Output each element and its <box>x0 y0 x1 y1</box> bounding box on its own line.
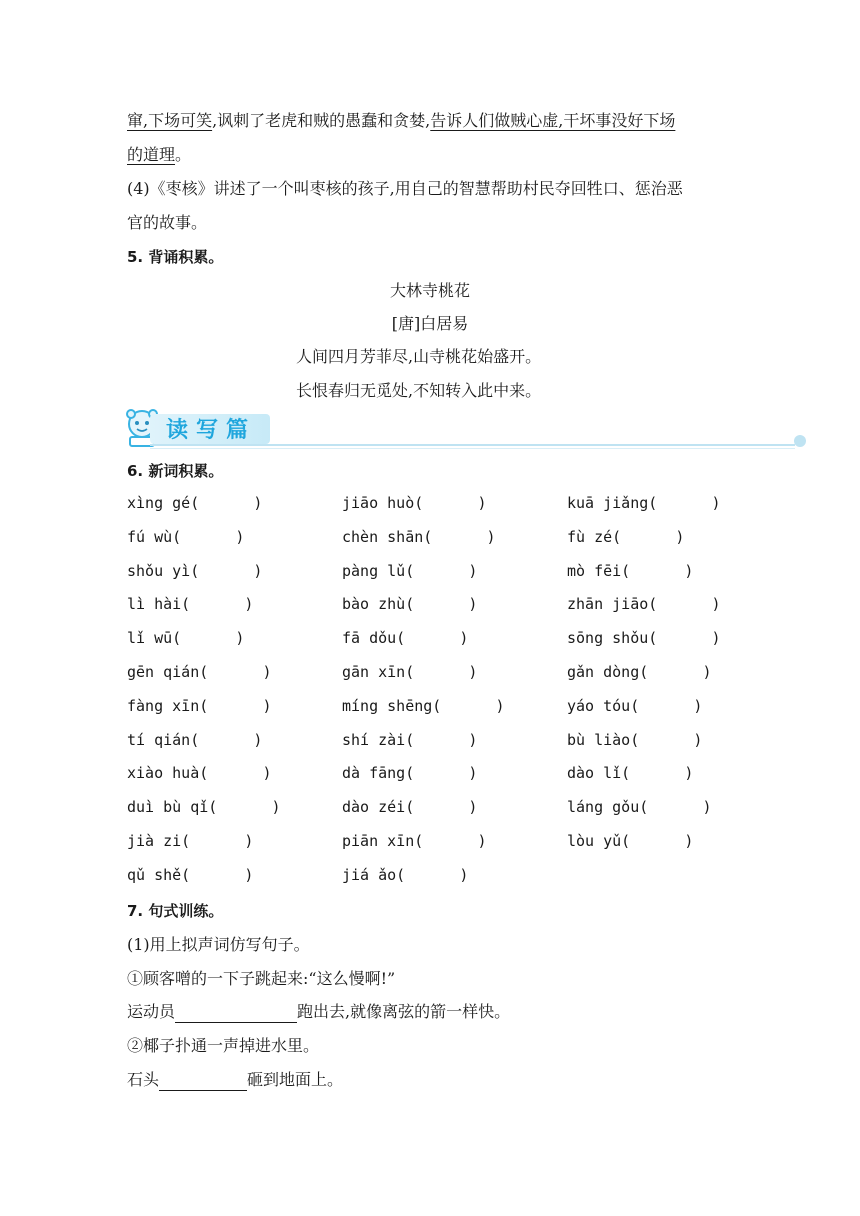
poem-title: 大林寺桃花 <box>389 281 470 300</box>
banner-divider <box>150 444 795 446</box>
pinyin-row <box>127 866 747 888</box>
section6-heading: 6. 新词积累。 <box>127 462 224 480</box>
fill-prefix: 运动员 <box>127 1002 176 1021</box>
pinyin-row <box>127 798 747 820</box>
pinyin-item: xiào huà( ) <box>127 764 272 783</box>
example-2: ②椰子扑通一声掉进水里。 <box>127 1036 320 1055</box>
plain-text: ,讽刺了老虎和贼的愚蠢和贪婪, <box>212 111 431 130</box>
intro-line-1 <box>127 110 675 132</box>
pinyin-item: láng gǒu( ) <box>567 798 712 817</box>
pinyin-item: lǐ wū( ) <box>127 629 245 648</box>
pinyin-row <box>127 697 747 719</box>
banner-end-dot <box>794 435 806 447</box>
answer-blank[interactable] <box>175 1006 297 1023</box>
pinyin-item: dà fāng( ) <box>342 764 478 783</box>
pinyin-row <box>127 494 747 516</box>
pinyin-item: lòu yǔ( ) <box>567 832 694 850</box>
pinyin-item: pàng lǔ( ) <box>342 561 478 580</box>
pinyin-row <box>127 663 747 685</box>
pinyin-item: gēn qián( ) <box>127 663 272 681</box>
pinyin-item: bào zhù( ) <box>342 595 478 614</box>
banner-divider-thin <box>150 448 795 449</box>
pinyin-row <box>127 832 747 854</box>
pinyin-item: shǒu yì( ) <box>127 561 263 580</box>
fill-prefix: 石头 <box>127 1070 160 1089</box>
underlined-text: 告诉人们做贼心虚,干坏事没好下场 <box>430 111 676 130</box>
fill-suffix: 跑出去,就像离弦的箭一样快。 <box>297 1002 511 1021</box>
section7-heading: 7. 句式训练。 <box>127 902 224 920</box>
pinyin-item: zhān jiāo( ) <box>567 595 721 614</box>
answer-blank[interactable] <box>159 1074 247 1091</box>
fill-sentence-1 <box>127 1001 510 1023</box>
pinyin-item: duì bù qǐ( ) <box>127 798 281 817</box>
pinyin-item: jiá ǎo( ) <box>342 865 469 884</box>
pinyin-item: chèn shān( ) <box>342 527 496 546</box>
pinyin-row <box>127 562 747 584</box>
intro-line-2 <box>127 144 191 166</box>
banner-title: 读写篇 <box>166 418 257 443</box>
pinyin-item: yáo tóu( ) <box>567 696 703 715</box>
pinyin-item: gǎn dòng( ) <box>567 663 712 681</box>
pinyin-item: fàng xīn( ) <box>127 696 272 715</box>
poem-line-1: 人间四月芳菲尽,山寺桃花始盛开。 <box>296 347 542 366</box>
fill-sentence-2 <box>127 1069 343 1091</box>
pinyin-item: mò fēi( ) <box>567 561 694 580</box>
pinyin-item: kuā jiǎng( ) <box>567 494 721 512</box>
pinyin-row <box>127 528 747 550</box>
pinyin-row <box>127 595 747 617</box>
pinyin-item: qǔ shě( ) <box>127 865 254 884</box>
pinyin-item: jià zi( ) <box>127 832 254 850</box>
plain-text: 。 <box>175 145 192 164</box>
section5-heading: 5. 背诵积累。 <box>127 248 224 266</box>
pinyin-row <box>127 629 747 651</box>
pinyin-item: dào zéi( ) <box>342 798 478 817</box>
pinyin-item: míng shēng( ) <box>342 696 505 715</box>
pinyin-row <box>127 731 747 753</box>
fill-suffix: 砸到地面上。 <box>247 1070 344 1089</box>
item4-line-2: 官的故事。 <box>127 213 208 232</box>
pinyin-item: fú wù( ) <box>127 527 245 546</box>
pinyin-row <box>127 764 747 786</box>
underlined-text: 窜,下场可笑 <box>127 111 213 130</box>
pinyin-item: fù zé( ) <box>567 527 685 546</box>
pinyin-item: shí zài( ) <box>342 730 478 749</box>
section-banner <box>122 408 812 448</box>
pinyin-item: xìng gé( ) <box>127 494 263 512</box>
example-1: ①顾客噌的一下子跳起来:“这么慢啊!” <box>127 969 396 988</box>
pinyin-item: sōng shǒu( ) <box>567 629 721 648</box>
pinyin-item: tí qián( ) <box>127 730 263 749</box>
section7-sub1: (1)用上拟声词仿写句子。 <box>127 935 310 954</box>
pinyin-item: bù liào( ) <box>567 730 703 749</box>
pinyin-item: dào lǐ( ) <box>567 764 694 783</box>
pinyin-item: gān xīn( ) <box>342 663 478 681</box>
pinyin-item: lì hài( ) <box>127 595 254 614</box>
pinyin-item: fā dǒu( ) <box>342 629 469 648</box>
item4-line-1: (4)《枣核》讲述了一个叫枣核的孩子,用自己的智慧帮助村民夺回牲口、惩治恶 <box>127 179 683 198</box>
poem-line-2: 长恨春归无觅处,不知转入此中来。 <box>296 381 542 400</box>
pinyin-item: piān xīn( ) <box>342 832 487 850</box>
poem-author: [唐]白居易 <box>391 314 469 333</box>
pinyin-item: jiāo huò( ) <box>342 494 487 512</box>
underlined-text: 的道理 <box>127 145 176 164</box>
